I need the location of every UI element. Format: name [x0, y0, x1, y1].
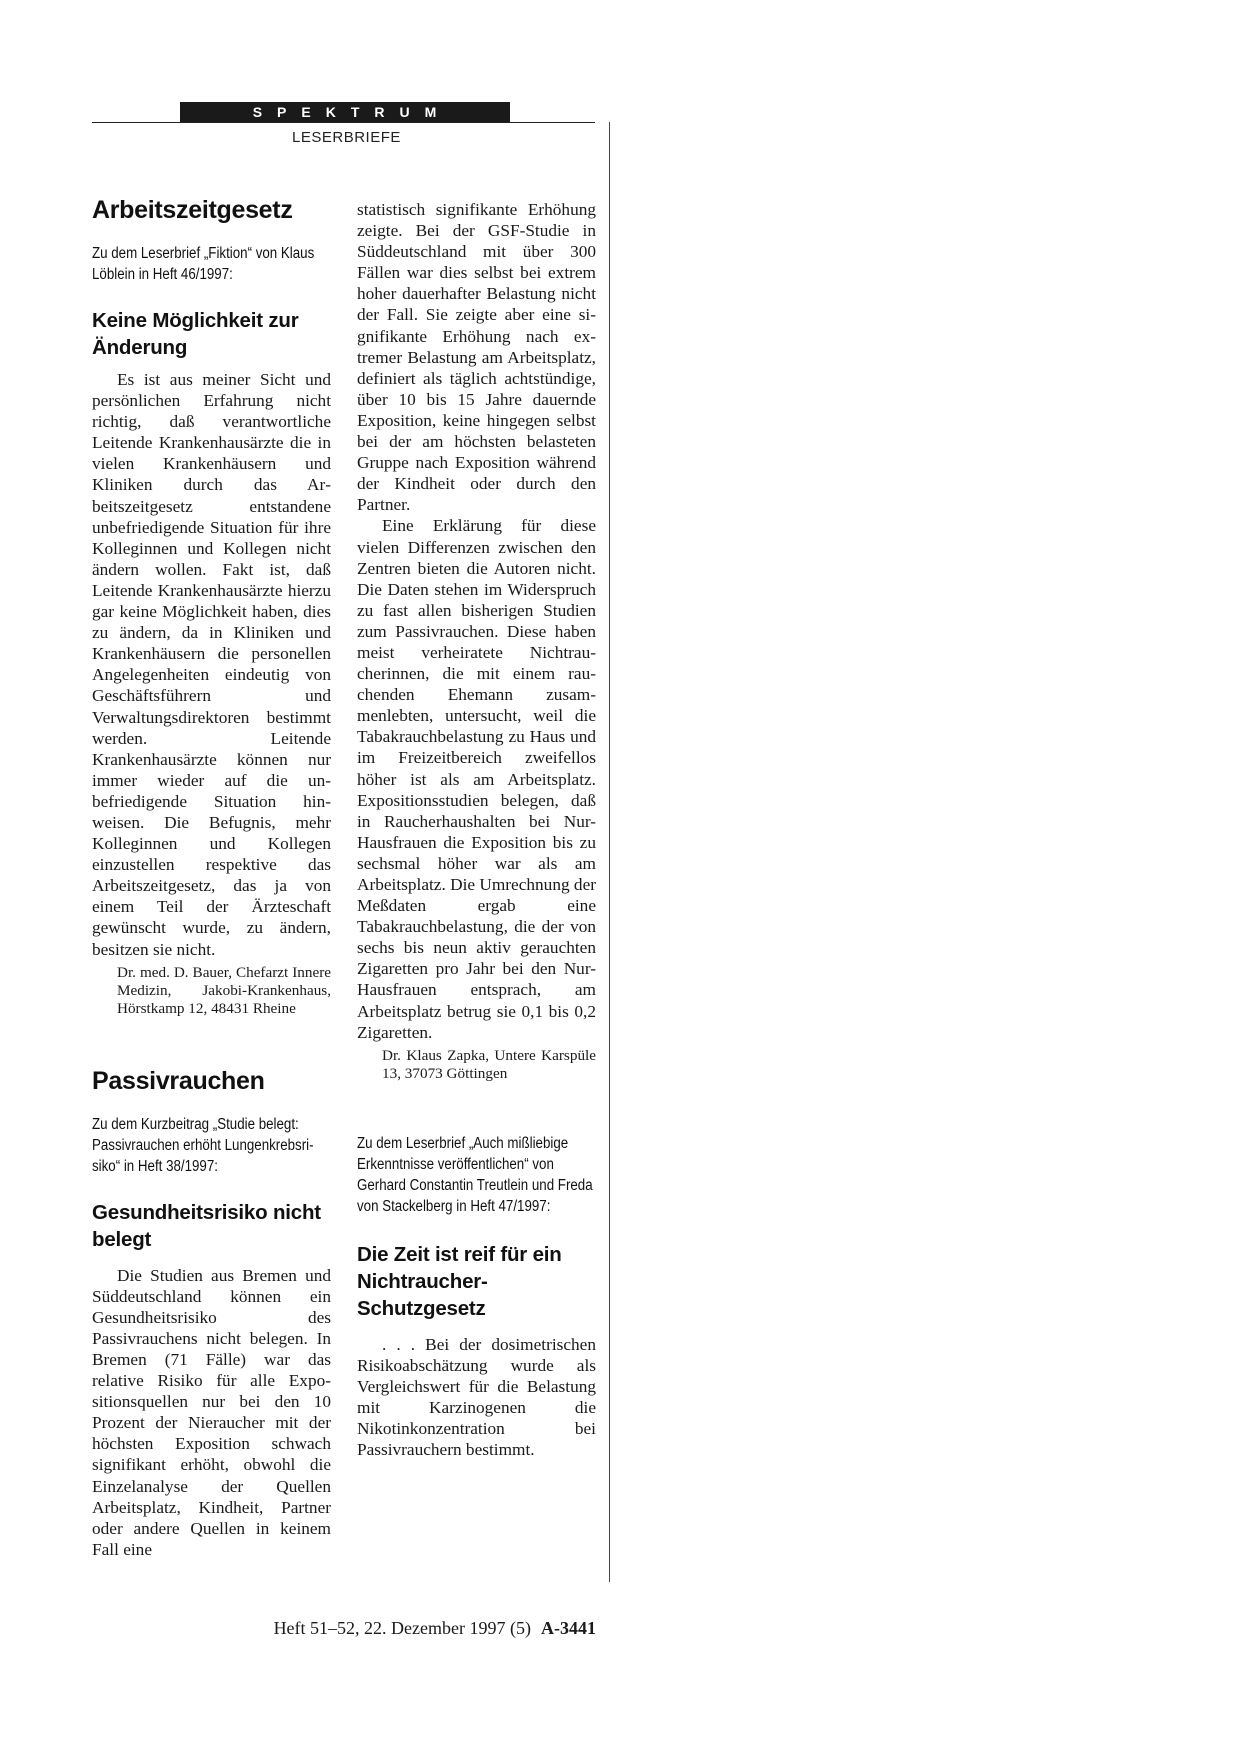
letter-reference: Zu dem Kurzbeitrag „Studie belegt: Passivrauchen erhöht Lungenkrebsrisiko“ in Heft 38/1997:	[92, 1115, 314, 1175]
topic-heading: Passivrauchen	[92, 1066, 265, 1095]
paragraph: Es ist aus meiner Sicht und persönlichen Erfahrung nicht richtig, daß verantwortliche Leitende Krankenhausärzte die in vielen Krankenhäusern und Kliniken durch das Arbeitszeitgesetz entstandene unbefriedigende Situation für ihre Kolleginnen und Kollegen nicht ändern wollen. Fakt ist, daß Leitende Krankenhausärzte hierzu gar keine Möglichkeit haben, dies zu ändern, da in Kliniken und Krankenhäusern die personellen Angelegenheiten eindeutig von Geschäftsführern und Verwaltungsdirektoren bestimmt werden. Leitende Krankenhausärzte können nur immer wieder auf die unbefriedigende Situation hinweisen. Die Befugnis, mehr Kolleginnen und Kollegen einzustellen respektive das Arbeitszeitgesetz, das ja von einem Teil der Ärzteschaft gewünscht wurde, zu ändern, besitzen sie nicht.	[92, 370, 331, 959]
page-number: A-3441	[541, 1618, 596, 1638]
header-rule	[92, 122, 595, 123]
column-divider	[609, 122, 610, 1582]
letter-headline: Gesundheitsrisiko nicht belegt	[92, 1200, 321, 1251]
topic-heading: Arbeitszeitgesetz	[92, 196, 293, 224]
column-right	[357, 199, 596, 1460]
page-footer	[274, 1618, 596, 1639]
letter-reference: Zu dem Leserbrief „Auch mißliebige Erkenntnisse veröffentlichen“ von Gerhard Constantin Treutlein und Freda von Stackelberg in Heft 47/1997:	[357, 1134, 593, 1215]
letter-body-continued	[357, 199, 596, 1043]
letter-body	[92, 1265, 331, 1560]
column-left	[92, 195, 331, 1560]
paragraph: . . . Bei der dosimetrischen Risikoabschätzung wurde als Vergleichswert für die Belastung mit Karzinogenen die Nikotinkonzentration bei Passivrauchern bestimmt.	[357, 1334, 596, 1460]
letter-body	[357, 1334, 596, 1461]
letter-signature: Dr. med. D. Bauer, Chefarzt Innere Medizin, Jakobi-Krankenhaus, Hörstkamp 12, 48431 Rheine	[117, 963, 331, 1017]
section-banner: SPEKTRUM	[180, 102, 510, 122]
paragraph: Eine Erklärung für diese vielen Differenzen zwischen den Zentren bieten die Autoren nicht. Die Daten stehen im Widerspruch zu fast allen bisherigen Studien zum Passivrauchen. Diese haben meist verheiratete Nichtraucherinnen, die mit einem rauchenden Ehemann zusammenlebten, untersucht, weil die Tabakrauchbelastung zu Haus und im Freizeitbereich zweifellos höher ist als am Arbeitsplatz. Expositionsstudien belegen, daß in Raucherhaushalten bei Nur-Hausfrauen die Exposition bis zu sechsmal höher war als am Arbeitsplatz. Die Umrechnung der Meßdaten ergab eine Tabakrauchbelastung, die der von sechs bis neun aktiv gerauchten Zigaretten pro Jahr bei den Nur-Hausfrauen entsprach, am Arbeitsplatz betrug sie 0,1 bis 0,2 Zigaretten.	[357, 516, 596, 1042]
paragraph: statistisch signifikante Erhöhung zeigte. Bei der GSF-Studie in Süddeutschland mit über 300 Fällen war dies selbst bei extrem hoher dauerhafter Belastung nicht der Fall. Sie zeigte aber eine signifikante Erhöhung nach extremer Belastung am Arbeitsplatz, definiert als täglich achtstündige, über 10 bis 15 Jahre dauernde Exposition, keine hingegen selbst bei der am höchsten belasteten Gruppe nach Exposition während der Kindheit oder durch den Partner.	[357, 200, 596, 515]
letter-headline: Keine Möglichkeit zur Änderung	[92, 309, 299, 359]
letter-signature: Dr. Klaus Zapka, Untere Karspüle 13, 37073 Göttingen	[382, 1046, 596, 1082]
subsection-label: LESERBRIEFE	[292, 129, 401, 146]
letter-headline: Die Zeit ist reif für ein Nichtraucher-Schutzgesetz	[357, 1242, 562, 1320]
letter-body	[92, 369, 331, 960]
paragraph: Die Studien aus Bremen und Süddeutschland können ein Gesundheitsrisiko des Passivrauchens nicht belegen. In Bremen (71 Fälle) war das relative Risiko für alle Expositionsquellen nur bei den 10 Prozent der Nieraucher mit der höchsten Exposition schwach signifikant erhöht, obwohl die Einzelanalyse der Quellen Arbeitsplatz, Kindheit, Partner oder andere Quellen in keinem Fall eine	[92, 1265, 331, 1559]
letter-reference: Zu dem Leserbrief „Fiktion“ von Klaus Löblein in Heft 46/1997:	[92, 245, 315, 283]
issue-info: Heft 51–52, 22. Dezember 1997 (5)	[273, 1618, 531, 1638]
